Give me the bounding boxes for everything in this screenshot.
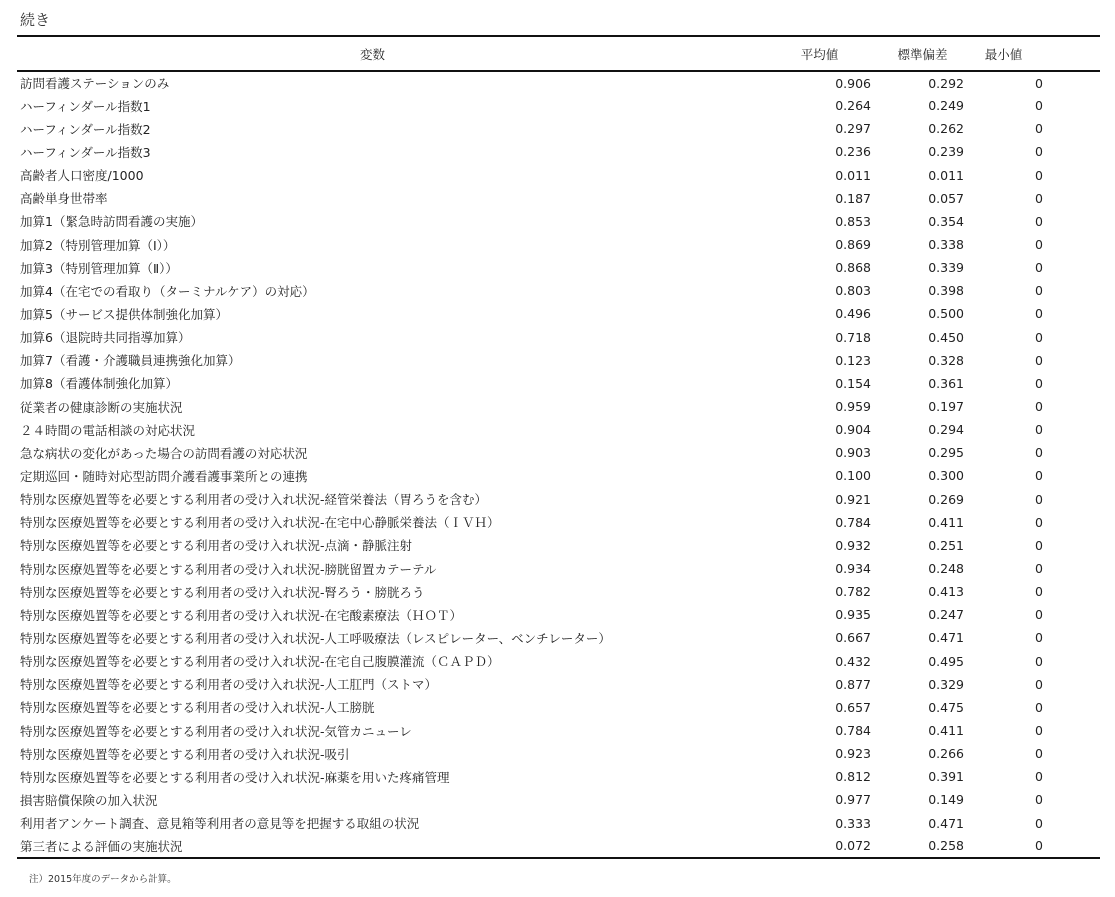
cell-sd: 0.239 [928, 144, 964, 160]
cell-mean: 0.100 [835, 468, 871, 484]
cell-min: 0 [1035, 561, 1043, 577]
cell-variable: 特別な医療処置等を必要とする利用者の受け入れ状況-麻薬を用いた疼痛管理 [20, 769, 450, 785]
cell-variable: 特別な医療処置等を必要とする利用者の受け入れ状況-膀胱留置カテーテル [20, 561, 437, 577]
table-row [17, 349, 1100, 372]
cell-min: 0 [1035, 676, 1043, 692]
cell-sd: 0.149 [928, 792, 964, 808]
cell-sd: 0.292 [928, 75, 964, 91]
table-row [17, 372, 1100, 395]
cell-variable: 加算5（サービス提供体制強化加算） [20, 306, 228, 322]
cell-spacer [1043, 742, 1100, 765]
cell-variable: 従業者の健康診断の実施状況 [20, 399, 183, 415]
cell-sd: 0.328 [928, 352, 964, 368]
cell-sd: 0.450 [928, 329, 964, 345]
cell-min: 0 [1035, 723, 1043, 738]
cell-spacer [1043, 488, 1100, 511]
cell-sd: 0.266 [928, 746, 964, 762]
cell-variable: 特別な医療処置等を必要とする利用者の受け入れ状況-人工膀胱 [20, 700, 375, 716]
cell-sd: 0.411 [928, 723, 964, 738]
cell-spacer [1043, 788, 1100, 811]
table-row [17, 140, 1100, 163]
cell-spacer [1043, 164, 1100, 187]
table-row [17, 603, 1100, 626]
table-row [17, 696, 1100, 719]
cell-spacer [1043, 696, 1100, 719]
cell-min: 0 [1035, 445, 1043, 461]
summary-statistics-table [17, 35, 1100, 859]
cell-variable: ハーフィンダール指数1 [20, 98, 151, 114]
cell-mean: 0.869 [835, 237, 871, 253]
table-row [17, 719, 1100, 742]
cell-mean: 0.868 [835, 260, 871, 276]
table-row [17, 302, 1100, 325]
table-row [17, 441, 1100, 464]
table-row [17, 580, 1100, 603]
cell-mean: 0.812 [835, 769, 871, 785]
cell-sd: 0.500 [928, 306, 964, 322]
cell-variable: 特別な医療処置等を必要とする利用者の受け入れ状況-経管栄養法（胃ろうを含む） [20, 492, 488, 508]
cell-sd: 0.354 [928, 213, 964, 229]
table-row [17, 418, 1100, 441]
cell-spacer [1043, 765, 1100, 788]
cell-variable: 損害賠償保険の加入状況 [20, 792, 158, 808]
cell-mean: 0.921 [835, 491, 871, 507]
cell-min: 0 [1035, 792, 1043, 808]
cell-sd: 0.057 [928, 190, 964, 206]
cell-mean: 0.977 [835, 792, 871, 808]
table-row [17, 464, 1100, 487]
cell-sd: 0.339 [928, 260, 964, 276]
cell-variable: 特別な医療処置等を必要とする利用者の受け入れ状況-在宅中心静脈栄養法（ＩＶＨ） [20, 515, 500, 531]
cell-spacer [1043, 673, 1100, 696]
cell-mean: 0.932 [835, 537, 871, 553]
cell-spacer [1043, 256, 1100, 279]
table-header-row [17, 36, 1100, 71]
cell-spacer [1043, 395, 1100, 418]
cell-variable: 加算8（看護体制強化加算） [20, 376, 178, 392]
cell-min: 0 [1035, 630, 1043, 646]
table-row [17, 835, 1100, 858]
cell-min: 0 [1035, 75, 1043, 91]
cell-min: 0 [1035, 237, 1043, 253]
cell-spacer [1043, 117, 1100, 140]
cell-sd: 0.398 [928, 283, 964, 299]
cell-variable: 急な病状の変化があった場合の訪問看護の対応状況 [20, 445, 308, 461]
cell-sd: 0.300 [928, 468, 964, 484]
table-row [17, 742, 1100, 765]
cell-sd: 0.247 [928, 607, 964, 623]
cell-spacer [1043, 233, 1100, 256]
cell-sd: 0.248 [928, 561, 964, 577]
cell-min: 0 [1035, 98, 1043, 114]
cell-variable: 加算3（特別管理加算（Ⅱ）） [20, 260, 178, 276]
cell-sd: 0.295 [928, 445, 964, 461]
cell-variable: 利用者アンケート調査、意見箱等利用者の意見等を把握する取組の状況 [20, 816, 420, 832]
table-row [17, 164, 1100, 187]
table-row [17, 233, 1100, 256]
cell-variable: ハーフィンダール指数2 [20, 121, 151, 137]
cell-sd: 0.011 [928, 167, 964, 183]
cell-mean: 0.154 [835, 375, 871, 391]
cell-spacer [1043, 302, 1100, 325]
header-min: 最小値 [964, 36, 1043, 71]
cell-sd: 0.413 [928, 584, 964, 600]
table-row [17, 557, 1100, 580]
table-row [17, 395, 1100, 418]
table-row [17, 210, 1100, 233]
cell-min: 0 [964, 835, 1043, 858]
cell-spacer [1043, 349, 1100, 372]
cell-spacer [1043, 534, 1100, 557]
header-spacer [1043, 36, 1100, 71]
cell-spacer [1043, 210, 1100, 233]
cell-min: 0 [1035, 190, 1043, 206]
table-row [17, 71, 1100, 94]
cell-min: 0 [1035, 607, 1043, 623]
cell-sd: 0.495 [928, 653, 964, 669]
cell-min: 0 [1035, 329, 1043, 345]
cell-spacer [1043, 603, 1100, 626]
cell-sd: 0.294 [928, 422, 964, 438]
cell-spacer [1043, 511, 1100, 534]
cell-spacer [1043, 94, 1100, 117]
cell-spacer [1043, 835, 1100, 858]
cell-variable: 定期巡回・随時対応型訪問介護看護事業所との連携 [20, 468, 308, 484]
cell-variable: 加算2（特別管理加算（Ⅰ）） [20, 237, 176, 253]
cell-mean: 0.657 [835, 699, 871, 715]
cell-variable: 加算1（緊急時訪問看護の実施） [20, 214, 203, 230]
cell-mean: 0.236 [835, 144, 871, 160]
cell-min: 0 [1035, 121, 1043, 137]
cell-variable: 特別な医療処置等を必要とする利用者の受け入れ状況-在宅自己腹膜灌流（ＣＡＰＤ） [20, 654, 500, 670]
cell-mean: 0.432 [835, 653, 871, 669]
cell-sd: 0.251 [928, 537, 964, 553]
cell-min: 0 [1035, 653, 1043, 669]
table-row [17, 94, 1100, 117]
cell-min: 0 [1035, 167, 1043, 183]
cell-min: 0 [1035, 422, 1043, 438]
cell-min: 0 [1035, 491, 1043, 507]
cell-min: 0 [1035, 746, 1043, 762]
cell-min: 0 [1035, 584, 1043, 600]
cell-sd: 0.329 [928, 676, 964, 692]
cell-mean: 0.782 [835, 584, 871, 600]
cell-mean: 0.906 [835, 75, 871, 91]
cell-min: 0 [1035, 283, 1043, 299]
table-row [17, 117, 1100, 140]
cell-mean: 0.853 [835, 213, 871, 229]
cell-variable: 特別な医療処置等を必要とする利用者の受け入れ状況-点滴・静脈注射 [20, 538, 413, 554]
cell-spacer [1043, 650, 1100, 673]
table-row [17, 788, 1100, 811]
cell-variable: 加算7（看護・介護職員連携強化加算） [20, 353, 241, 369]
cell-spacer [1043, 719, 1100, 742]
header-sd: 標準偏差 [871, 36, 964, 71]
cell-variable: ハーフィンダール指数3 [20, 144, 151, 160]
cell-variable: 特別な医療処置等を必要とする利用者の受け入れ状況-人工呼吸療法（レスピレーター、ベンチレーター） [20, 630, 611, 646]
cell-min: 0 [1035, 213, 1043, 229]
cell-sd: 0.269 [928, 491, 964, 507]
cell-sd: 0.471 [928, 630, 964, 646]
cell-variable: 特別な医療処置等を必要とする利用者の受け入れ状況-人工肛門（ストマ） [20, 677, 438, 693]
cell-sd: 0.361 [928, 375, 964, 391]
cell-spacer [1043, 279, 1100, 302]
table-row [17, 673, 1100, 696]
table-row [17, 279, 1100, 302]
cell-variable: 特別な医療処置等を必要とする利用者の受け入れ状況-在宅酸素療法（ＨＯＴ） [20, 607, 463, 623]
cell-min: 0 [1035, 144, 1043, 160]
cell-spacer [1043, 187, 1100, 210]
cell-spacer [1043, 626, 1100, 649]
cell-mean: 0.718 [835, 329, 871, 345]
cell-variable: ２４時間の電話相談の対応状況 [20, 422, 196, 438]
cell-min: 0 [1035, 514, 1043, 530]
cell-mean: 0.923 [835, 746, 871, 762]
cell-min: 0 [1035, 468, 1043, 484]
cell-min: 0 [1035, 260, 1043, 276]
cell-sd: 0.411 [928, 514, 964, 530]
cell-sd: 0.249 [928, 98, 964, 114]
cell-spacer [1043, 441, 1100, 464]
cell-spacer [1043, 71, 1100, 94]
cell-mean: 0.803 [835, 283, 871, 299]
table-row [17, 326, 1100, 349]
cell-variable: 特別な医療処置等を必要とする利用者の受け入れ状況-吸引 [20, 746, 350, 762]
cell-spacer [1043, 557, 1100, 580]
cell-variable: 加算6（退院時共同指導加算） [20, 330, 191, 346]
cell-spacer [1043, 140, 1100, 163]
cell-mean: 0.297 [835, 121, 871, 137]
cell-sd: 0.471 [928, 815, 964, 831]
table-caption: 続き [20, 11, 51, 29]
header-mean: 平均値 [728, 36, 871, 71]
cell-sd: 0.258 [871, 835, 964, 858]
table-body [17, 71, 1100, 858]
cell-mean: 0.784 [835, 514, 871, 530]
cell-spacer [1043, 326, 1100, 349]
header-variable: 変数 [17, 36, 728, 71]
cell-mean: 0.333 [835, 815, 871, 831]
cell-mean: 0.959 [835, 399, 871, 415]
table-row [17, 534, 1100, 557]
table-row [17, 187, 1100, 210]
cell-min: 0 [1035, 699, 1043, 715]
cell-mean: 0.496 [835, 306, 871, 322]
cell-mean: 0.011 [835, 167, 871, 183]
cell-mean: 0.784 [835, 723, 871, 738]
cell-mean: 0.934 [835, 561, 871, 577]
cell-variable: 特別な医療処置等を必要とする利用者の受け入れ状況-腎ろう・膀胱ろう [20, 584, 425, 600]
table-row [17, 650, 1100, 673]
cell-mean: 0.187 [835, 190, 871, 206]
cell-sd: 0.262 [928, 121, 964, 137]
cell-mean: 0.667 [835, 630, 871, 646]
cell-spacer [1043, 580, 1100, 603]
cell-sd: 0.338 [928, 237, 964, 253]
table-row [17, 256, 1100, 279]
cell-variable: 高齢者人口密度/1000 [20, 168, 144, 184]
table-note: 注）2015年度のデータから計算。 [29, 874, 177, 885]
cell-mean: 0.903 [835, 445, 871, 461]
table-row [17, 765, 1100, 788]
cell-mean: 0.072 [728, 835, 871, 858]
cell-sd: 0.391 [928, 769, 964, 785]
cell-min: 0 [1035, 537, 1043, 553]
cell-spacer [1043, 812, 1100, 835]
cell-mean: 0.877 [835, 676, 871, 692]
table-row [17, 626, 1100, 649]
table-row [17, 488, 1100, 511]
cell-min: 0 [1035, 352, 1043, 368]
cell-variable: 加算4（在宅での看取り（ターミナルケア）の対応） [20, 283, 315, 299]
cell-variable: 第三者による評価の実施状況 [17, 835, 728, 858]
cell-min: 0 [1035, 769, 1043, 785]
cell-variable: 訪問看護ステーションのみ [20, 76, 170, 92]
cell-variable: 特別な医療処置等を必要とする利用者の受け入れ状況-気管カニューレ [20, 723, 412, 739]
cell-spacer [1043, 418, 1100, 441]
cell-spacer [1043, 464, 1100, 487]
cell-min: 0 [1035, 306, 1043, 322]
table-row [17, 511, 1100, 534]
cell-mean: 0.904 [835, 422, 871, 438]
cell-spacer [1043, 372, 1100, 395]
table-row [17, 812, 1100, 835]
cell-min: 0 [1035, 815, 1043, 831]
cell-min: 0 [1035, 399, 1043, 415]
cell-min: 0 [1035, 375, 1043, 391]
cell-mean: 0.264 [835, 98, 871, 114]
cell-variable: 高齢単身世帯率 [20, 191, 108, 207]
cell-sd: 0.197 [928, 399, 964, 415]
cell-mean: 0.123 [835, 352, 871, 368]
cell-mean: 0.935 [835, 607, 871, 623]
cell-sd: 0.475 [928, 699, 964, 715]
